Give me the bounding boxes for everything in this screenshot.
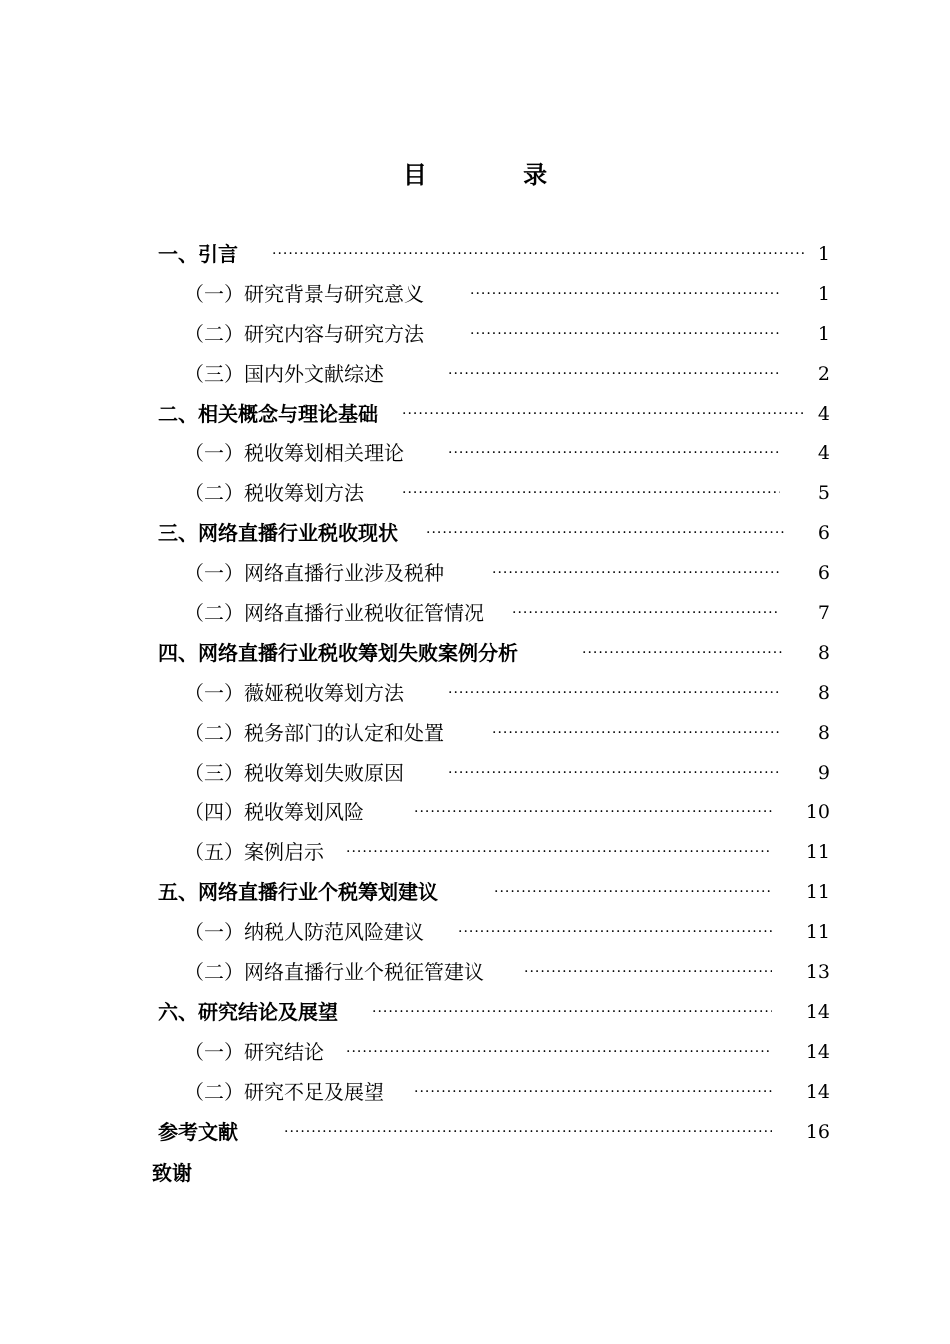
toc-entry[interactable] [0, 274, 950, 314]
toc-entry-label: 六、研究结论及展望 [158, 999, 338, 1024]
toc-entry-label: （二）网络直播行业个税征管建议 [184, 960, 484, 985]
toc-entry[interactable] [0, 513, 950, 553]
toc-dot-leader [414, 792, 772, 832]
toc-page-number: 11 [805, 881, 830, 904]
toc-dot-leader [448, 753, 780, 793]
toc-entry-label: （二）研究内容与研究方法 [184, 321, 424, 346]
toc-entry-acknowledgement: 致谢 [152, 1161, 192, 1185]
toc-dot-leader [346, 1032, 772, 1072]
toc-page-number: 4 [817, 442, 830, 465]
toc-page-number: 11 [805, 921, 830, 944]
toc-dot-leader [492, 553, 780, 593]
toc-entry[interactable] [0, 633, 950, 673]
toc-dot-leader [448, 354, 780, 394]
toc-entry-label: 五、网络直播行业个税筹划建议 [158, 880, 438, 905]
toc-entry-label: （二）网络直播行业税收征管情况 [184, 601, 484, 626]
toc-entry-label: （四）税收筹划风险 [184, 800, 364, 825]
toc-dot-leader [402, 394, 806, 434]
toc-entry-label: （二）税务部门的认定和处置 [184, 720, 444, 745]
toc-entry[interactable] [0, 433, 950, 473]
toc-page-number: 5 [817, 482, 830, 505]
toc-dot-leader [582, 633, 784, 673]
toc-entry[interactable] [0, 753, 950, 793]
toc-entry[interactable] [0, 673, 950, 713]
toc-page-number: 6 [817, 522, 830, 545]
toc-entry[interactable] [0, 992, 950, 1032]
toc-entry-label: （二）税收筹划方法 [184, 481, 364, 506]
toc-dot-leader [458, 912, 772, 952]
toc-entry[interactable] [0, 792, 950, 832]
toc-entry-label: （二）研究不足及展望 [184, 1079, 384, 1104]
toc-dot-leader [448, 673, 780, 713]
toc-title: 目 录 [402, 161, 592, 189]
toc-entry-label: （三）国内外文献综述 [184, 361, 384, 386]
toc-entry[interactable] [0, 713, 950, 753]
toc-dot-leader [470, 314, 780, 354]
toc-dot-leader [470, 274, 780, 314]
toc-dot-leader [512, 593, 780, 633]
toc-page-number: 9 [817, 761, 830, 784]
toc-entry[interactable] [0, 1032, 950, 1072]
toc-dot-leader [426, 513, 784, 553]
toc-entry-label: （三）税收筹划失败原因 [184, 760, 404, 785]
toc-entry-label: 二、相关概念与理论基础 [158, 401, 378, 426]
toc-dot-leader [272, 234, 806, 274]
toc-page-number: 1 [817, 243, 830, 265]
toc-entry-label: （一）研究结论 [184, 1039, 324, 1064]
toc-page-number: 2 [817, 362, 830, 385]
toc-entry[interactable] [0, 354, 950, 394]
toc-entry[interactable] [0, 1072, 950, 1112]
table-of-contents [0, 234, 950, 1151]
toc-dot-leader [494, 872, 772, 912]
toc-dot-leader [492, 713, 780, 753]
toc-dot-leader [448, 433, 780, 473]
toc-page-number: 10 [805, 801, 830, 824]
toc-dot-leader [372, 992, 772, 1032]
toc-entry[interactable] [0, 473, 950, 513]
toc-entry-label: （一）薇娅税收筹划方法 [184, 680, 404, 705]
toc-entry[interactable] [0, 912, 950, 952]
toc-entry-label: 四、网络直播行业税收筹划失败案例分析 [158, 640, 518, 665]
toc-entry-label: 三、网络直播行业税收现状 [158, 521, 398, 546]
toc-page-number: 14 [805, 1040, 830, 1063]
toc-page-number: 14 [805, 1000, 830, 1023]
toc-page-number: 8 [817, 641, 830, 664]
toc-entry[interactable] [0, 314, 950, 354]
toc-entry[interactable] [0, 832, 950, 872]
toc-entry-label: 一、引言 [158, 242, 238, 266]
toc-page-number: 14 [805, 1080, 830, 1103]
toc-entry-label: 参考文献 [158, 1119, 238, 1144]
toc-page-number: 4 [817, 402, 830, 425]
toc-dot-leader [284, 1112, 772, 1152]
toc-dot-leader [414, 1072, 772, 1112]
toc-dot-leader [524, 952, 772, 992]
toc-entry-label: （一）研究背景与研究意义 [184, 281, 424, 306]
toc-entry-label: （一）纳税人防范风险建议 [184, 920, 424, 945]
toc-page-number: 6 [817, 562, 830, 585]
toc-entry-label: （一）网络直播行业涉及税种 [184, 561, 444, 586]
toc-dot-leader [346, 832, 772, 872]
toc-entry-label: （五）案例启示 [184, 840, 324, 865]
toc-entry[interactable] [0, 952, 950, 992]
toc-page-number: 16 [805, 1120, 830, 1143]
toc-page-number: 1 [817, 282, 830, 305]
toc-page-number: 11 [805, 841, 830, 864]
toc-page-number: 7 [817, 602, 830, 625]
toc-entry[interactable] [0, 394, 950, 434]
toc-entry[interactable] [0, 553, 950, 593]
toc-page-number: 1 [817, 322, 830, 345]
toc-dot-leader [402, 473, 780, 513]
toc-page-number: 8 [817, 681, 830, 704]
toc-entry[interactable] [0, 593, 950, 633]
toc-entry[interactable] [0, 872, 950, 912]
toc-entry[interactable] [0, 1112, 950, 1152]
toc-page-number: 13 [805, 961, 830, 984]
toc-entry-label: （一）税收筹划相关理论 [184, 441, 404, 466]
toc-entry[interactable] [0, 234, 950, 274]
toc-page-number: 8 [817, 721, 830, 744]
